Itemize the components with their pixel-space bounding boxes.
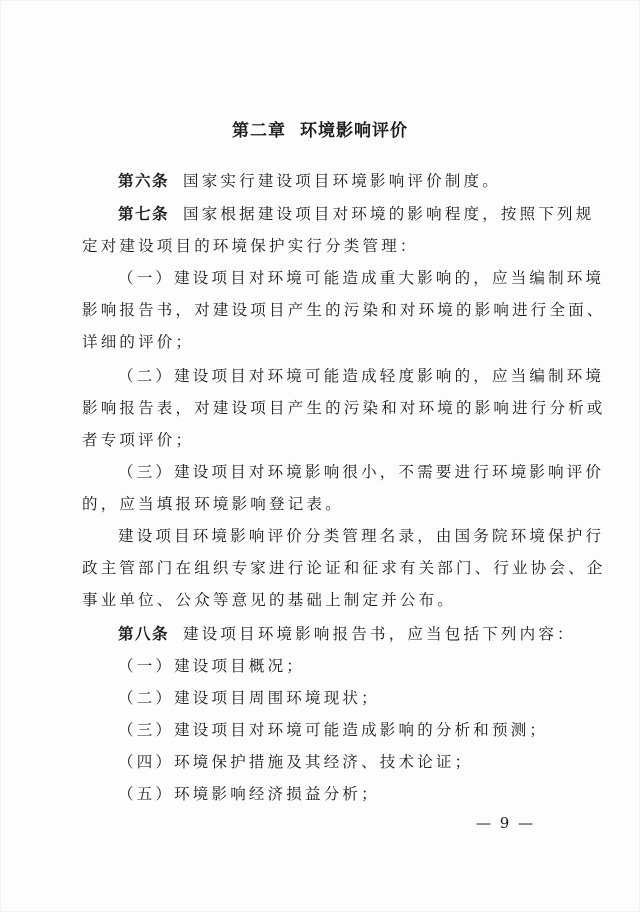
article-label: 第八条 [118,625,170,643]
paragraph-line: 政主管部门在组织专家进行论证和征求有关部门、行业协会、企 [82,559,606,577]
paragraph-line: （三）建设项目对环境可能造成影响的分析和预测； [118,721,549,739]
paragraph-line: 者专项评价； [82,431,195,449]
chapter-number: 第二章 [232,121,286,141]
chapter-heading [0,116,640,141]
article-label: 第七条 [118,205,170,223]
article-label: 第六条 [118,172,170,190]
chapter-title: 环境影响评价 [300,121,408,141]
paragraph-line: 第七条 国家根据建设项目对环境的影响程度，按照下列规 [118,205,595,223]
paragraph-line: （一）建设项目对环境可能造成重大影响的，应当编制环境 [118,269,605,287]
paragraph-line: 影响报告表，对建设项目产生的污染和对环境的影响进行分析或 [82,399,606,417]
paragraph-line: （一）建设项目概况； [118,657,306,675]
paragraph-line: 第六条 国家实行建设项目环境影响评价制度。 [118,172,501,190]
paragraph-line: （五）环境影响经济损益分析； [118,785,380,803]
paragraph-line: （三）建设项目对环境影响很小，不需要进行环境影响评价 [118,463,605,481]
paragraph-line: 定对建设项目的环境保护实行分类管理： [82,237,419,255]
paragraph-line: 的，应当填报环境影响登记表。 [82,495,344,513]
paragraph-line: （二）建设项目对环境可能造成轻度影响的，应当编制环境 [118,367,605,385]
paragraph-line: 事业单位、公众等意见的基础上制定并公布。 [82,591,457,609]
paragraph-line: 第八条 建设项目环境影响报告书，应当包括下列内容： [118,625,576,643]
page-number: — 9 — [476,814,536,832]
paragraph-line: 影响报告书，对建设项目产生的污染和对环境的影响进行全面、 [82,301,606,319]
paragraph-line: （二）建设项目周围环境现状； [118,689,380,707]
paragraph-line: 详细的评价； [82,333,195,351]
paragraph-line: （四）环境保护措施及其经济、技术论证； [118,753,474,771]
paragraph-line: 建设项目环境影响评价分类管理名录，由国务院环境保护行 [118,527,605,545]
